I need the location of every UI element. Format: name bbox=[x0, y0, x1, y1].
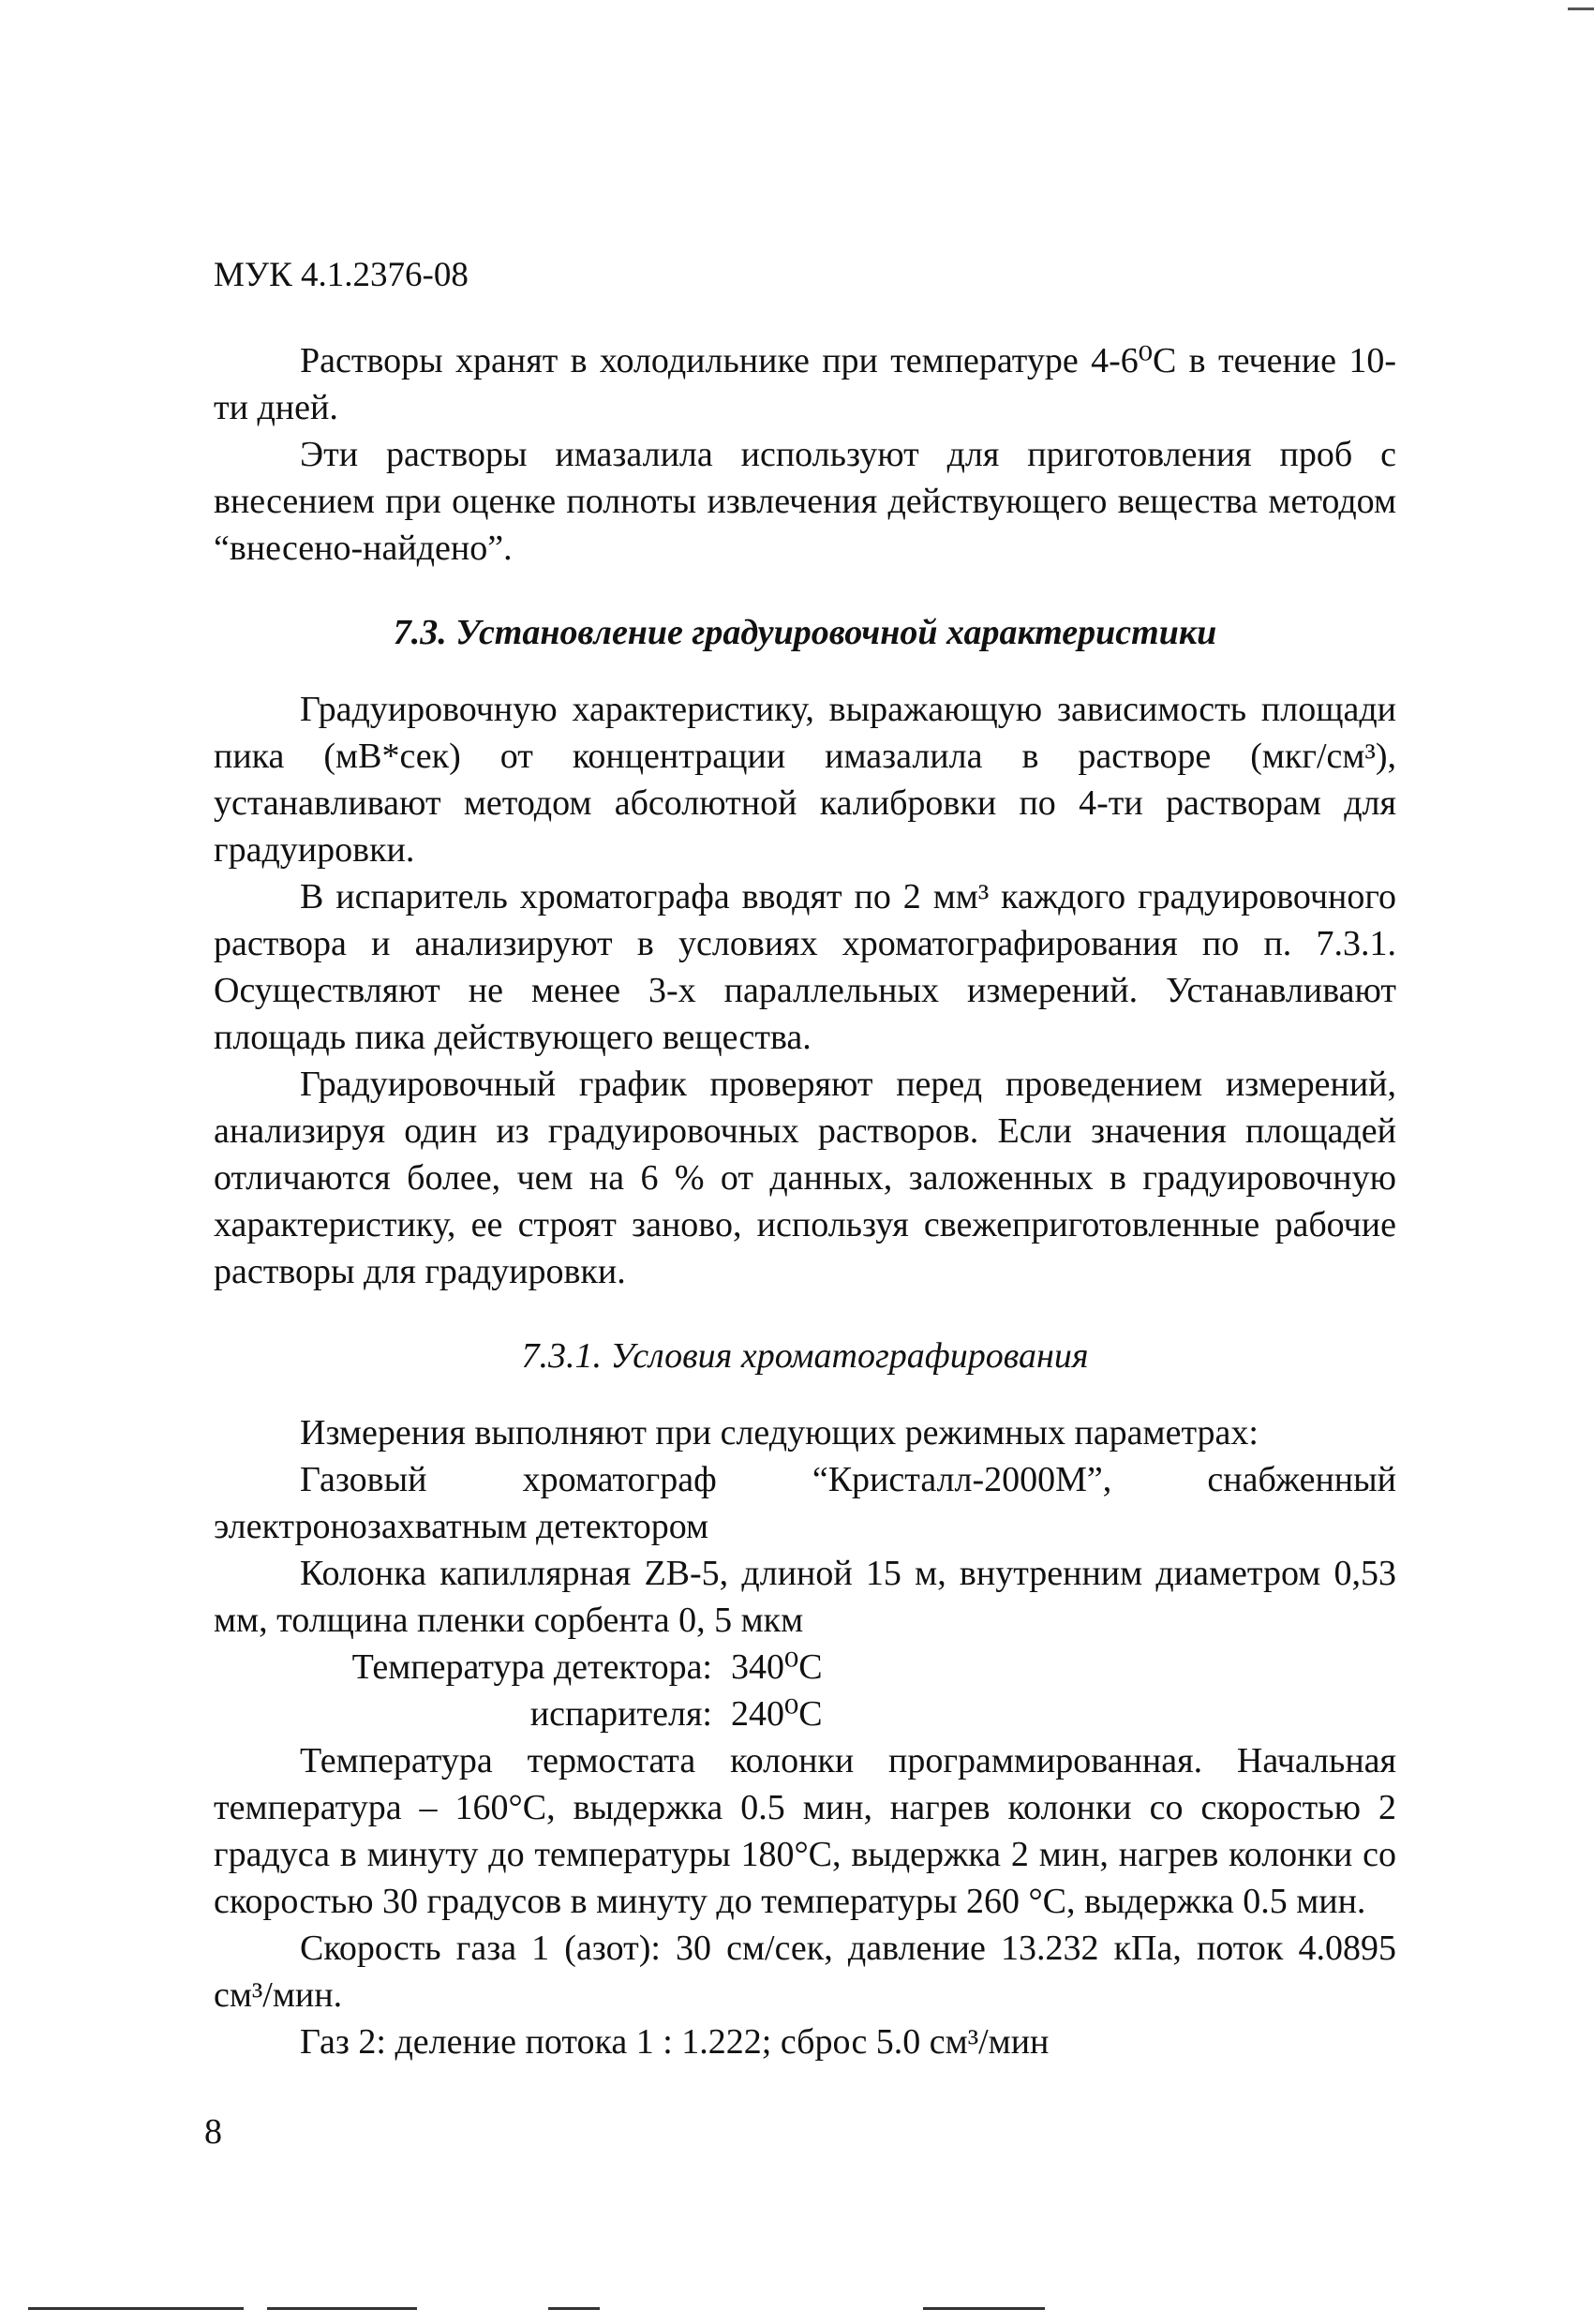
paragraph-gas-1: Скорость газа 1 (азот): 30 см/сек, давление 13.232 кПа, поток 4.0895 см³/мин. bbox=[214, 1929, 1396, 2015]
paragraph-storage: Растворы хранят в холодильнике при температуре 4-6⁰С в течение 10-ти дней. bbox=[214, 341, 1396, 427]
document-code-header: МУК 4.1.2376-08 bbox=[214, 256, 469, 294]
temperature-evaporator-value: 240⁰С bbox=[731, 1694, 823, 1734]
temperature-detector-value: 340⁰С bbox=[731, 1647, 823, 1687]
document-body bbox=[214, 337, 1396, 2065]
page-number: 8 bbox=[204, 2112, 222, 2152]
paragraph-usage: Эти растворы имазалила используют для приготовления проб с внесением при оценке полноты извлечения действующего вещества методом “внесено-найдено”. bbox=[214, 435, 1396, 568]
scan-artifact-line bbox=[548, 2307, 600, 2310]
paragraph-calibration: Градуировочную характеристику, выражающую зависимость площади пика (мВ*сек) от концентрации имазалила в растворе (мкг/см³), устанавливают методом абсолютной калибровки по 4-ти растворам для градуировки. bbox=[214, 690, 1396, 870]
paragraph-verification: Градуировочный график проверяют перед проведением измерений, анализируя один из градуировочных растворов. Если значения площадей отличаются более, чем на 6 % от данных, заложенных в градуировочную характеристику, ее строят заново, используя свежеприготовленные рабочие растворы для градуировки. bbox=[214, 1065, 1396, 1291]
paragraph-thermostat-program: Температура термостата колонки программированная. Начальная температура – 160°С, выдержка 0.5 мин, нагрев колонки со скоростью 2 градуса в минуту до температуры 180°С, выдержка 2 мин, нагрев колонки со скоростью 30 градусов в минуту до температуры 260 °С, выдержка 0.5 мин. bbox=[214, 1741, 1396, 1921]
scan-artifact-line bbox=[267, 2307, 417, 2310]
paragraph-injection: В испаритель хроматографа вводят по 2 мм³ каждого градуировочного раствора и анализируют в условиях хроматографирования по п. 7.3.1. Осуществляют не менее 3-х параллельных измерений. Устанавливают площадь пика действующего вещества. bbox=[214, 877, 1396, 1057]
paragraph-gas-2: Газ 2: деление потока 1 : 1.222; сброс 5.0 см³/мин bbox=[300, 2022, 1050, 2062]
paragraph-chromatograph: Газовый хроматограф “Кристалл-2000М”, снабженный электронозахватным детектором bbox=[214, 1460, 1396, 1546]
temperature-evaporator-row bbox=[214, 1691, 1396, 1737]
paragraph-column: Колонка капиллярная ZB-5, длиной 15 м, внутренним диаметром 0,53 мм, толщина пленки сорбента 0, 5 мкм bbox=[214, 1554, 1396, 1640]
scan-artifact-line bbox=[923, 2307, 1045, 2310]
temperature-detector-label: Температура детектора: bbox=[351, 1647, 712, 1687]
section-heading-7-3-1: 7.3.1. Условия хроматографирования bbox=[521, 1336, 1089, 1376]
temperature-detector-row bbox=[214, 1644, 1396, 1691]
scan-artifact-line bbox=[28, 2307, 244, 2310]
paragraph-measurement-params: Измерения выполняют при следующих режимных параметрах: bbox=[300, 1413, 1259, 1452]
section-heading-7-3: 7.3. Установление градуировочной характеристики bbox=[393, 613, 1217, 652]
temperature-evaporator-label: испарителя: bbox=[529, 1694, 712, 1734]
scan-edge-mark bbox=[1568, 7, 1594, 10]
